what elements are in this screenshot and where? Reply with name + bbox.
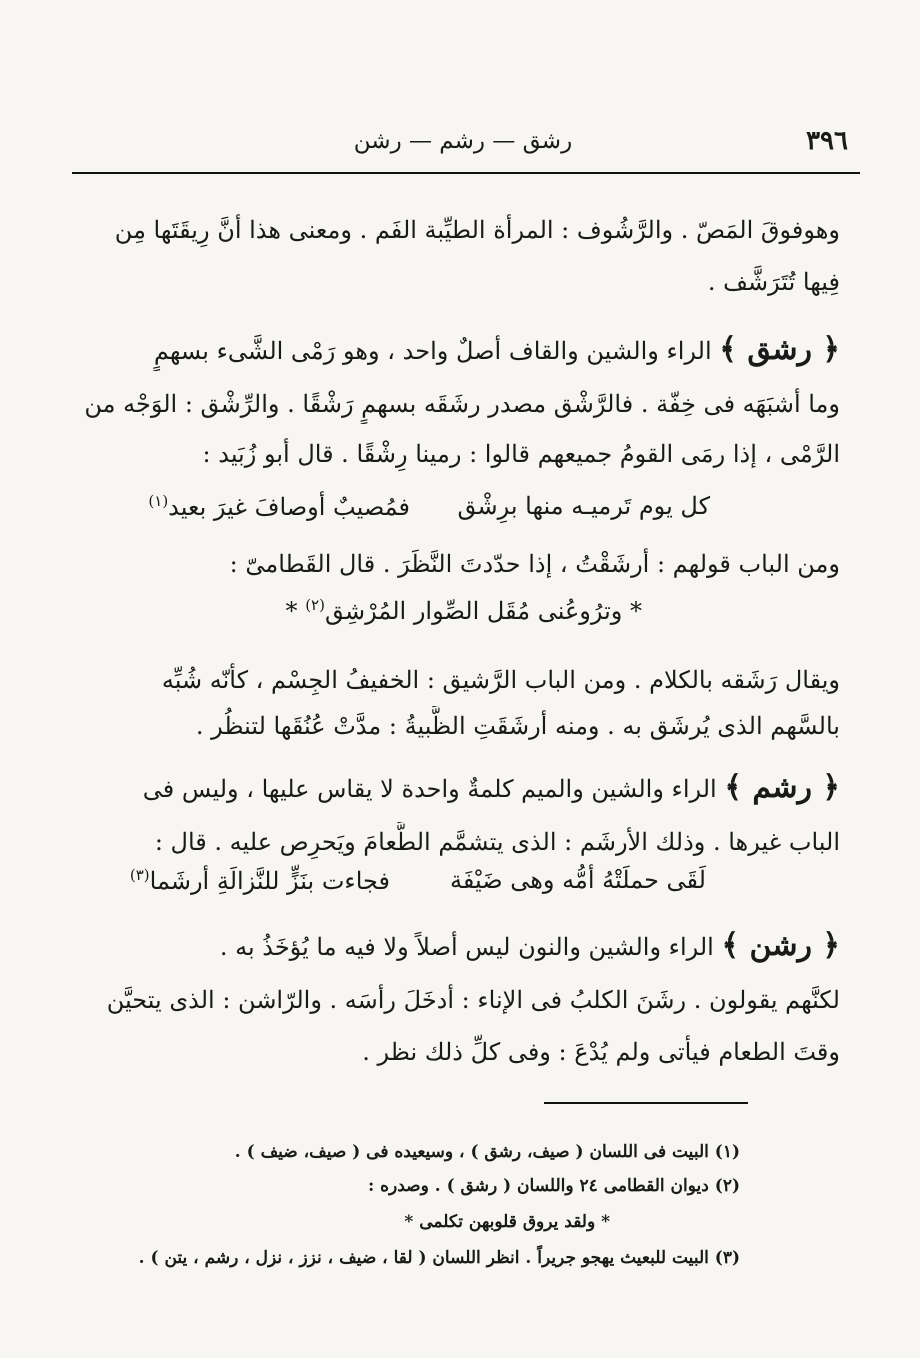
- footnote-2: (٢) ديوان القطامى ٢٤ واللسان ( رشق ) . وصدره :: [367, 1176, 740, 1196]
- footnote-3: (٣) البيت للبعيث يهجو جريراً . انظر اللسان ( لقا ، ضيف ، نزز ، نزل ، رشم ، يتن ) .: [138, 1248, 740, 1268]
- running-head: رشق — رشم — رشن: [353, 128, 573, 154]
- footnote-marker: (٢): [305, 596, 325, 614]
- verse-3-second-hemistich: [130, 866, 390, 895]
- text-line: الراء والشين والنون ليس أصلاً ولا فيه ما يُؤخَذُ به .: [219, 933, 714, 961]
- entry-rashn: [84, 926, 840, 967]
- text-line: وما أشبَهَه فى خِفّة . فالرَّشْق مصدر رشَقَه بسهمٍ رَشْقًا . والرِّشْق : الوَجْه من: [84, 390, 840, 418]
- text-line: فِيها تُتَرَشَّف .: [707, 268, 840, 296]
- text-line: وهوفوقَ المَصّ . والرَّشُوف : المرأة الطيِّبة الفَم . ومعنى هذا أنَّ رِيقَتَها مِن: [114, 216, 840, 244]
- text-line: الراء والشين والقاف أصلٌ واحد ، وهو رَمْى الشَّىء بسهمٍ: [153, 337, 712, 365]
- verse-2: [286, 596, 642, 625]
- page-number: ٣٩٦: [806, 126, 848, 156]
- footnote-rule: [544, 1102, 748, 1104]
- entry-head-rashm: ﴿ رشم ﴾: [724, 770, 840, 805]
- text-line: الباب غيرها . وذلك الأرشَم : الذى يتشمَّم الطَّعامَ ويَحرِص عليه . قال :: [154, 828, 840, 856]
- footnote-marker: (١): [148, 492, 169, 510]
- entry-head-rashq: ﴿ رشق ﴾: [719, 332, 840, 367]
- text-line: الراء والشين والميم كلمةٌ واحدة لا يقاس عليها ، وليس فى: [142, 775, 717, 803]
- verse-2-end: *: [285, 597, 298, 625]
- text-line: وقتَ الطعام فيأتى ولم يُدْعَ : وفى كلِّ ذلك نظر .: [362, 1038, 840, 1066]
- entry-rashm: [84, 768, 840, 809]
- verse-2-text: * وترُوعُنى مُقَل الصِّوار المُرْشِق: [324, 597, 642, 625]
- verse-3-text: فجاءت بنَزٍّ للنَّزالَةِ أرشَما: [149, 867, 390, 895]
- entry-rashq: [84, 330, 840, 371]
- page-header: [78, 124, 848, 168]
- footnote-1: (١) البيت فى اللسان ( صيف، رشق ) ، وسيعيده فى ( صيف، ضيف ) .: [234, 1142, 740, 1162]
- text-line: ومن الباب قولهم : أرشَقْتُ ، إذا حدّدتَ النَّظَرَ . قال القَطامىّ :: [229, 550, 840, 578]
- text-line: لكنَّهم يقولون . رشَنَ الكلبُ فى الإناء : أدخَلَ رأسَه . والرّاشن : الذى يتحيَّن: [106, 986, 840, 1014]
- footnote-marker: (٣): [129, 866, 150, 884]
- text-line: ويقال رَشَقه بالكلام . ومن الباب الرَّشيق : الخفيفُ الجِسْم ، كأنّه شُبِّه: [161, 666, 840, 694]
- header-rule: [72, 172, 860, 174]
- verse-3-first-hemistich: لَقَى حملَتْهُ أمُّه وهى ضَيْفَة: [449, 866, 706, 894]
- verse-1-second-hemistich: [148, 492, 410, 521]
- verse-1-first-hemistich: كل يوم تَرميـه منها برِشْق: [457, 492, 710, 520]
- verse-1-text: فمُصيبٌ أوصافَ غيرَ بعيد: [168, 493, 410, 521]
- footnote-2-verse: * ولقد يروق قلوبهن تكلمى *: [404, 1212, 610, 1232]
- text-line: بالسَّهم الذى يُرشَق به . ومنه أرشَقَتِ الظَّبيةُ : مدَّتْ عُنُقَها لتنظُر .: [195, 712, 840, 740]
- entry-head-rashn: ﴿ رشن ﴾: [721, 928, 840, 963]
- text-line: الرَّمْى ، إذا رمَى القومُ جميعهم قالوا : رمينا رِشْقًا . قال أبو زُبَيد :: [202, 440, 840, 468]
